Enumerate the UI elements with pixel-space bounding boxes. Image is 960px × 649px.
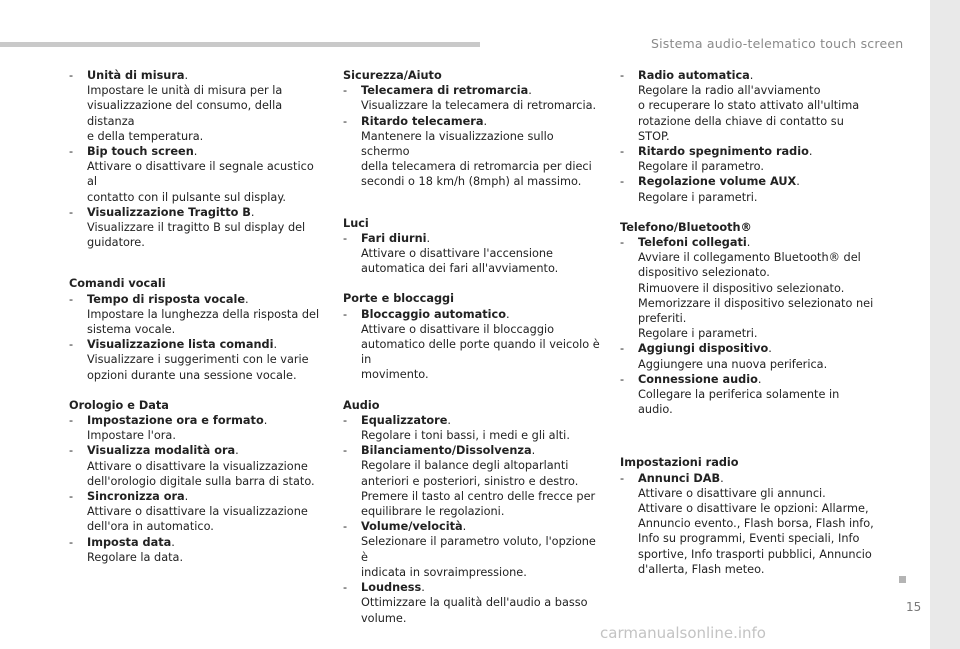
item-description-line: Visualizzare la telecamera di retromarcia. [361,99,597,113]
bullet-dash: - [343,114,348,128]
section-title: Porte e bloccaggi [343,292,454,306]
item-description-line: Regolare il balance degli altoparlanti [361,459,569,473]
item-description-line: sportive, Info trasporti pubblici, Annuncio [638,547,872,561]
list-item [343,83,601,113]
item-description-line: Impostare le unità di misura per la [87,84,283,98]
list-item [620,174,875,204]
list-item [343,443,601,519]
item-label: Ritardo spegnimento radio. [638,145,813,159]
bullet-dash: - [620,471,625,485]
page-edge-band [930,0,960,649]
section-title: Luci [343,216,369,230]
item-label: Sincronizza ora. [87,490,189,504]
settings-section [69,68,324,250]
item-label: Fari diurni. [361,231,431,245]
item-label: Telefoni collegati. [638,236,751,250]
item-description-line: dell'orologio digitale sulla barra di stato. [87,474,315,488]
bullet-dash: - [343,444,348,458]
item-description-line: sistema vocale. [87,323,176,337]
item-description-line: secondi o 18 km/h (8mph) al massimo. [361,175,582,189]
bullet-dash: - [343,231,348,245]
bullet-dash: - [620,69,625,82]
section-title: Telefono/Bluetooth® [620,220,752,234]
item-label: Impostazione ora e formato. [87,414,268,428]
item-description-line: Ottimizzare la qualità dell'audio a basso [361,596,588,610]
item-description-line: Selezionare il parametro voluto, l'opzione è [361,535,596,564]
bullet-dash: - [69,69,74,82]
item-label: Regolazione volume AUX. [638,175,800,189]
list-item [343,519,601,580]
list-item [69,292,324,338]
bullet-dash: - [620,145,625,159]
item-description-line: Attivare o disattivare il bloccaggio [361,322,555,336]
item-description-line: dispositivo selezionato. [638,266,770,280]
item-description-line: preferiti. [638,312,687,326]
settings-section [620,220,875,418]
item-label: Visualizza modalità ora. [87,444,239,458]
text-column-right [620,68,875,577]
item-description-line: guidatore. [87,236,145,250]
bullet-dash: - [620,342,625,356]
list-item [69,413,324,443]
bullet-dash: - [69,490,74,504]
bullet-dash: - [69,414,74,428]
section-title: Audio [343,398,380,412]
item-description-line: Regolare i parametri. [638,190,758,204]
item-description-line: Regolare la data. [87,550,184,564]
settings-section [343,398,601,626]
settings-section [343,68,601,190]
list-item [343,307,601,383]
item-description-line: visualizzazione del consumo, della distanza [87,99,283,128]
list-item [343,231,601,277]
item-description-line: volume. [361,611,407,625]
item-description-line: Regolare i parametri. [638,327,758,341]
item-description-line: anteriori e posteriori, sinistro e destro. [361,474,579,488]
running-header-title: Sistema audio-telematico touch screen [651,36,904,51]
list-item [343,580,601,626]
item-label: Connessione audio. [638,372,762,386]
watermark: carmanualsonline.info [600,624,766,642]
item-label: Imposta data. [87,535,175,549]
item-description-line: equilibrare le regolazioni. [361,505,505,519]
item-description-line: Visualizzare i suggerimenti con le varie [87,353,309,367]
item-description-line: automatico delle porte quando il veicolo è in [361,338,600,367]
item-description-line: Regolare il parametro. [638,160,764,174]
list-item [69,205,324,251]
settings-section [620,68,875,205]
list-item [69,68,324,144]
item-description-line: della telecamera di retromarcia per dieci [361,160,592,174]
item-label: Bloccaggio automatico. [361,307,510,321]
item-description-line: automatica dei fari all'avviamento. [361,262,559,276]
item-label: Equalizzatore. [361,413,451,427]
list-item [69,489,324,535]
item-label: Visualizzazione lista comandi. [87,338,278,352]
settings-section [69,398,324,565]
list-item [69,535,324,565]
item-description-line: Attivare o disattivare il segnale acustico al [87,160,314,189]
section-title: Comandi vocali [69,277,166,291]
item-description-line: Regolare la radio all'avviamento [638,84,821,98]
list-item [620,144,875,174]
list-item [620,68,875,144]
item-description-line: Attivare o disattivare la visualizzazione [87,459,308,473]
page-number: 15 [906,600,922,614]
item-description-line: indicata in sovraimpressione. [361,565,527,579]
item-description-line: Attivare o disattivare la visualizzazione [87,505,308,519]
item-description-line: Collegare la periferica solamente in audio. [638,388,840,417]
item-description-line: Attivare o disattivare le opzioni: Allarme, [638,502,869,516]
list-item [343,413,601,443]
item-label: Annunci DAB. [638,471,724,485]
item-description-line: Impostare l'ora. [87,429,176,443]
settings-section [343,291,601,382]
item-description-line: dell'ora in automatico. [87,520,214,534]
bullet-dash: - [69,338,74,352]
item-description-line: o recuperare lo stato attivato all'ultima [638,99,860,113]
list-item [69,443,324,489]
bullet-dash: - [69,145,74,159]
bullet-dash: - [343,581,348,595]
item-label: Telecamera di retromarcia. [361,84,532,98]
section-end-marker [899,576,906,583]
item-description-line: rotazione della chiave di contatto su STOP. [638,114,844,143]
text-column-middle [343,68,601,626]
item-description-line: d'allerta, Flash meteo. [638,562,765,576]
item-description-line: Attivare o disattivare l'accensione [361,247,553,261]
item-description-line: Regolare i toni bassi, i medi e gli alti. [361,429,570,443]
section-title: Orologio e Data [69,398,169,412]
item-description-line: contatto con il pulsante sul display. [87,190,287,204]
item-label: Loudness. [361,581,425,595]
item-description-line: Premere il tasto al centro delle frecce per [361,489,596,503]
item-label: Tempo di risposta vocale. [87,292,249,306]
text-column-left [69,68,324,565]
bullet-dash: - [343,307,348,321]
item-description-line: Rimuovere il dispositivo selezionato. [638,281,845,295]
item-label: Volume/velocità. [361,520,467,534]
item-description-line: opzioni durante una sessione vocale. [87,368,297,382]
item-description-line: Avviare il collegamento Bluetooth® del [638,251,861,265]
item-description-line: Impostare la lunghezza della risposta del [87,307,320,321]
settings-section [69,276,324,382]
bullet-dash: - [69,292,74,306]
settings-section [343,216,601,277]
bullet-dash: - [343,520,348,534]
item-label: Bip touch screen. [87,145,198,159]
item-description-line: e della temperatura. [87,129,204,143]
list-item [620,341,875,371]
bullet-dash: - [69,444,74,458]
bullet-dash: - [620,175,625,189]
item-label: Ritardo telecamera. [361,114,488,128]
list-item [69,144,324,205]
bullet-dash: - [620,236,625,250]
item-description-line: Memorizzare il dispositivo selezionato nei [638,296,874,310]
bullet-dash: - [343,84,348,98]
item-description-line: Annuncio evento., Flash borsa, Flash info, [638,517,874,531]
bullet-dash: - [343,413,348,427]
list-item [69,337,324,383]
bullet-dash: - [69,535,74,549]
item-description-line: Info su programmi, Eventi speciali, Info [638,532,860,546]
item-label: Aggiungi dispositivo. [638,342,772,356]
header-rule [0,42,480,47]
item-label: Unità di misura. [87,69,189,82]
list-item [620,235,875,341]
list-item [620,372,875,418]
bullet-dash: - [620,372,625,386]
item-description-line: movimento. [361,368,429,382]
settings-section [620,455,875,577]
item-description-line: Aggiungere una nuova periferica. [638,357,828,371]
item-label: Visualizzazione Tragitto B. [87,205,255,219]
item-label: Bilanciamento/Dissolvenza. [361,444,536,458]
item-description-line: Attivare o disattivare gli annunci. [638,486,826,500]
list-item [620,471,875,577]
section-title: Sicurezza/Aiuto [343,69,442,82]
item-label: Radio automatica. [638,69,754,82]
item-description-line: Visualizzare il tragitto B sul display del [87,221,306,235]
bullet-dash: - [69,205,74,219]
section-title: Impostazioni radio [620,456,739,470]
list-item [343,114,601,190]
item-description-line: Mantenere la visualizzazione sullo schermo [361,129,554,159]
